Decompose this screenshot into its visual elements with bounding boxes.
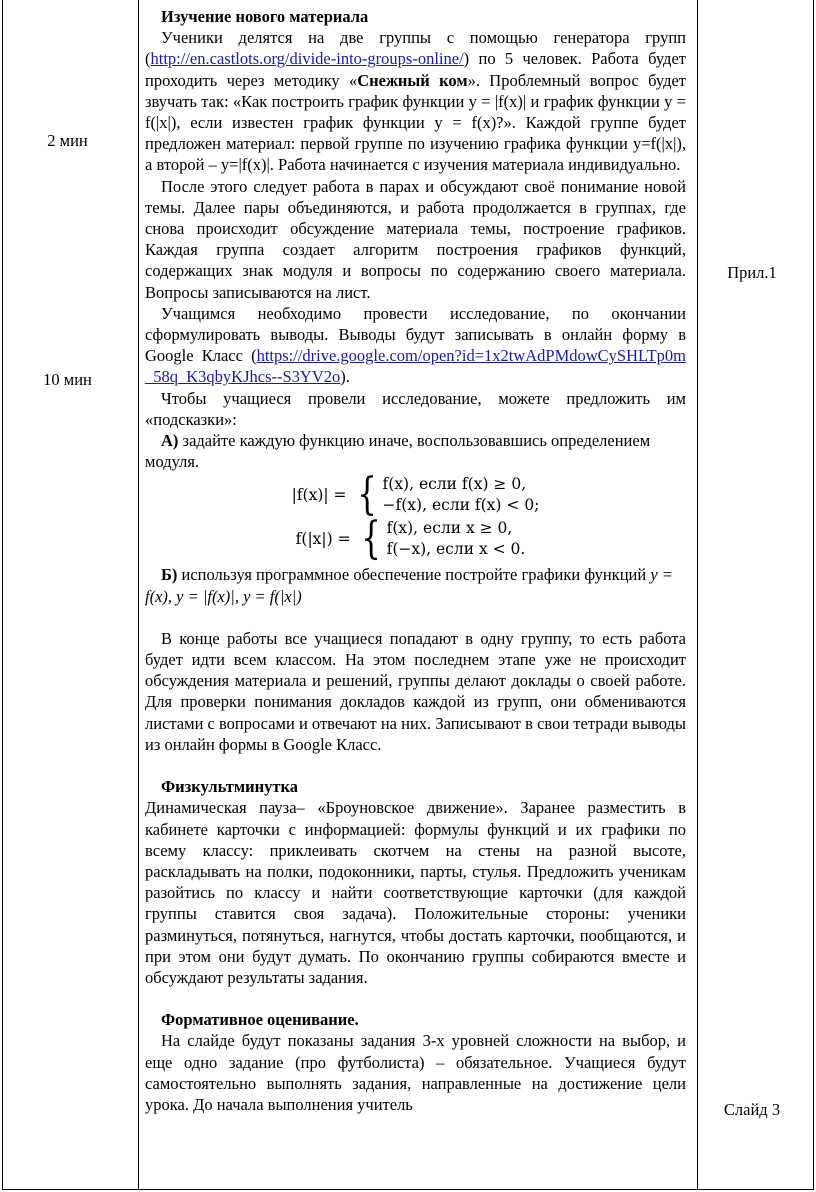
hint-b: Б) используя программное обеспечение постройте графики функций y = f(x), y = |f(x)|, y = f(|x|): [145, 565, 673, 606]
formula-abs-f: |f(x)| = { f(x), если f(x) ≥ 0, −f(x), если f(x) < 0;: [291, 469, 540, 521]
reference-cell-2: Слайд 3: [723, 1100, 781, 1119]
column-divider: [138, 0, 139, 1189]
section-title-assessment: Формативное оценивание.: [161, 1010, 359, 1030]
paragraph-conclusion: В конце работы все учащиеся попадают в одну группу, то есть работа будет идти всем классом. На этом последнем этапе уже не происходит обсуждения материала и решений, группы делают доклады о своей работе. Для проверки понимания докладов каждой из групп, они обмениваются листами с вопросами и отвечают на них. Записывают в свои тетради выводы из онлайн формы в Google Класс.: [145, 628, 686, 754]
formula-f-abs-x: f(|x|) = { f(x), если x ≥ 0, f(−x), если x < 0.: [295, 513, 526, 565]
paragraph-assessment: На слайде будут показаны задания 3-х уровней сложности на выбор, и еще одно задание (про футболиста) – обязательное. Учащиеся будут самостоятельно выполнять задания, направленные на достижение цели урока. До начала выполнения учитель: [145, 1031, 686, 1114]
paragraph-exercise: Динамическая пауза– «Броуновское движение». Заранее разместить в кабинете карточки с информацией: формулы функций и их графики по всему классу: приклеивать скотчем на стены на разной высоте, раскладывать на полки, подоконники, парты, стулья. Предложить ученикам разойтись по классу и найти соответствующие карточки (для каждой группы ставится своя задача). Положительные стороны: ученики разминуться, потянуться, нагнутся, чтобы достать карточки, пообщаются, и при этом они будут думать. По окончанию группы собираются вместе и обсуждают результаты задания.: [145, 798, 686, 987]
time-cell-1: 2 мин: [47, 131, 88, 150]
paragraph-hints: Чтобы учащиеся провели исследование, можете предложить им «подсказки»:: [145, 388, 686, 429]
castlots-link[interactable]: http://en.castlots.org/divide-into-groups-online/: [150, 49, 464, 69]
reference-cell-1: Прил.1: [727, 263, 777, 282]
paragraph-pairs: После этого следует работа в парах и обсуждают своё понимание новой темы. Далее пары объединяются, и работа продолжается в группах, где снова происходит обсуждение материала темы, построение графиков. Каждая группа создает алгоритм построения графиков функций, содержащих знак модуля и вопросы по содержанию своего материала. Вопросы записываются на лист.: [145, 176, 686, 302]
section-title-new-material: Изучение нового материала: [161, 7, 369, 26]
hint-a: А) задайте каждую функцию иначе, воспользовавшись определением модуля.: [145, 431, 651, 472]
section-title-exercise: Физкультминутка: [161, 777, 298, 797]
column-divider: [697, 0, 698, 1189]
paragraph-research: Учащимся необходимо провести исследование, по окончании сформулировать выводы. Выводы будут записывать в онлайн форму в Google Класс (https://drive.google.com/open?id=1x2twAdPMdowCySHLTp0m_58q_K3qbyKJhcs--S3YV2o).: [145, 303, 686, 387]
paragraph-groups: Ученики делятся на две группы с помощью генератора групп (http://en.castlots.org/divide-into-groups-online/) по 5 человек. Работа будет проходить через методику «Снежный ком». Проблемный вопрос будет звучать так: «Как построить график функции y = |f(x)| и график функции y = f(|x|), если известен график функции y = f(x)?». Каждой группе будет предложен материал: первой группе по изучению графика функции y=f(|x|), а второй – y=|f(x)|. Работа начинается с изучения материала индивидуально.: [145, 28, 686, 175]
lesson-content: [145, 6, 686, 1115]
google-drive-link[interactable]: https://drive.google.com/open?id=1x2twAdPMdowCySHLTp0m_58q_K3qbyKJhcs--S3YV2o: [145, 346, 686, 387]
time-cell-2: 10 мин: [43, 370, 92, 389]
